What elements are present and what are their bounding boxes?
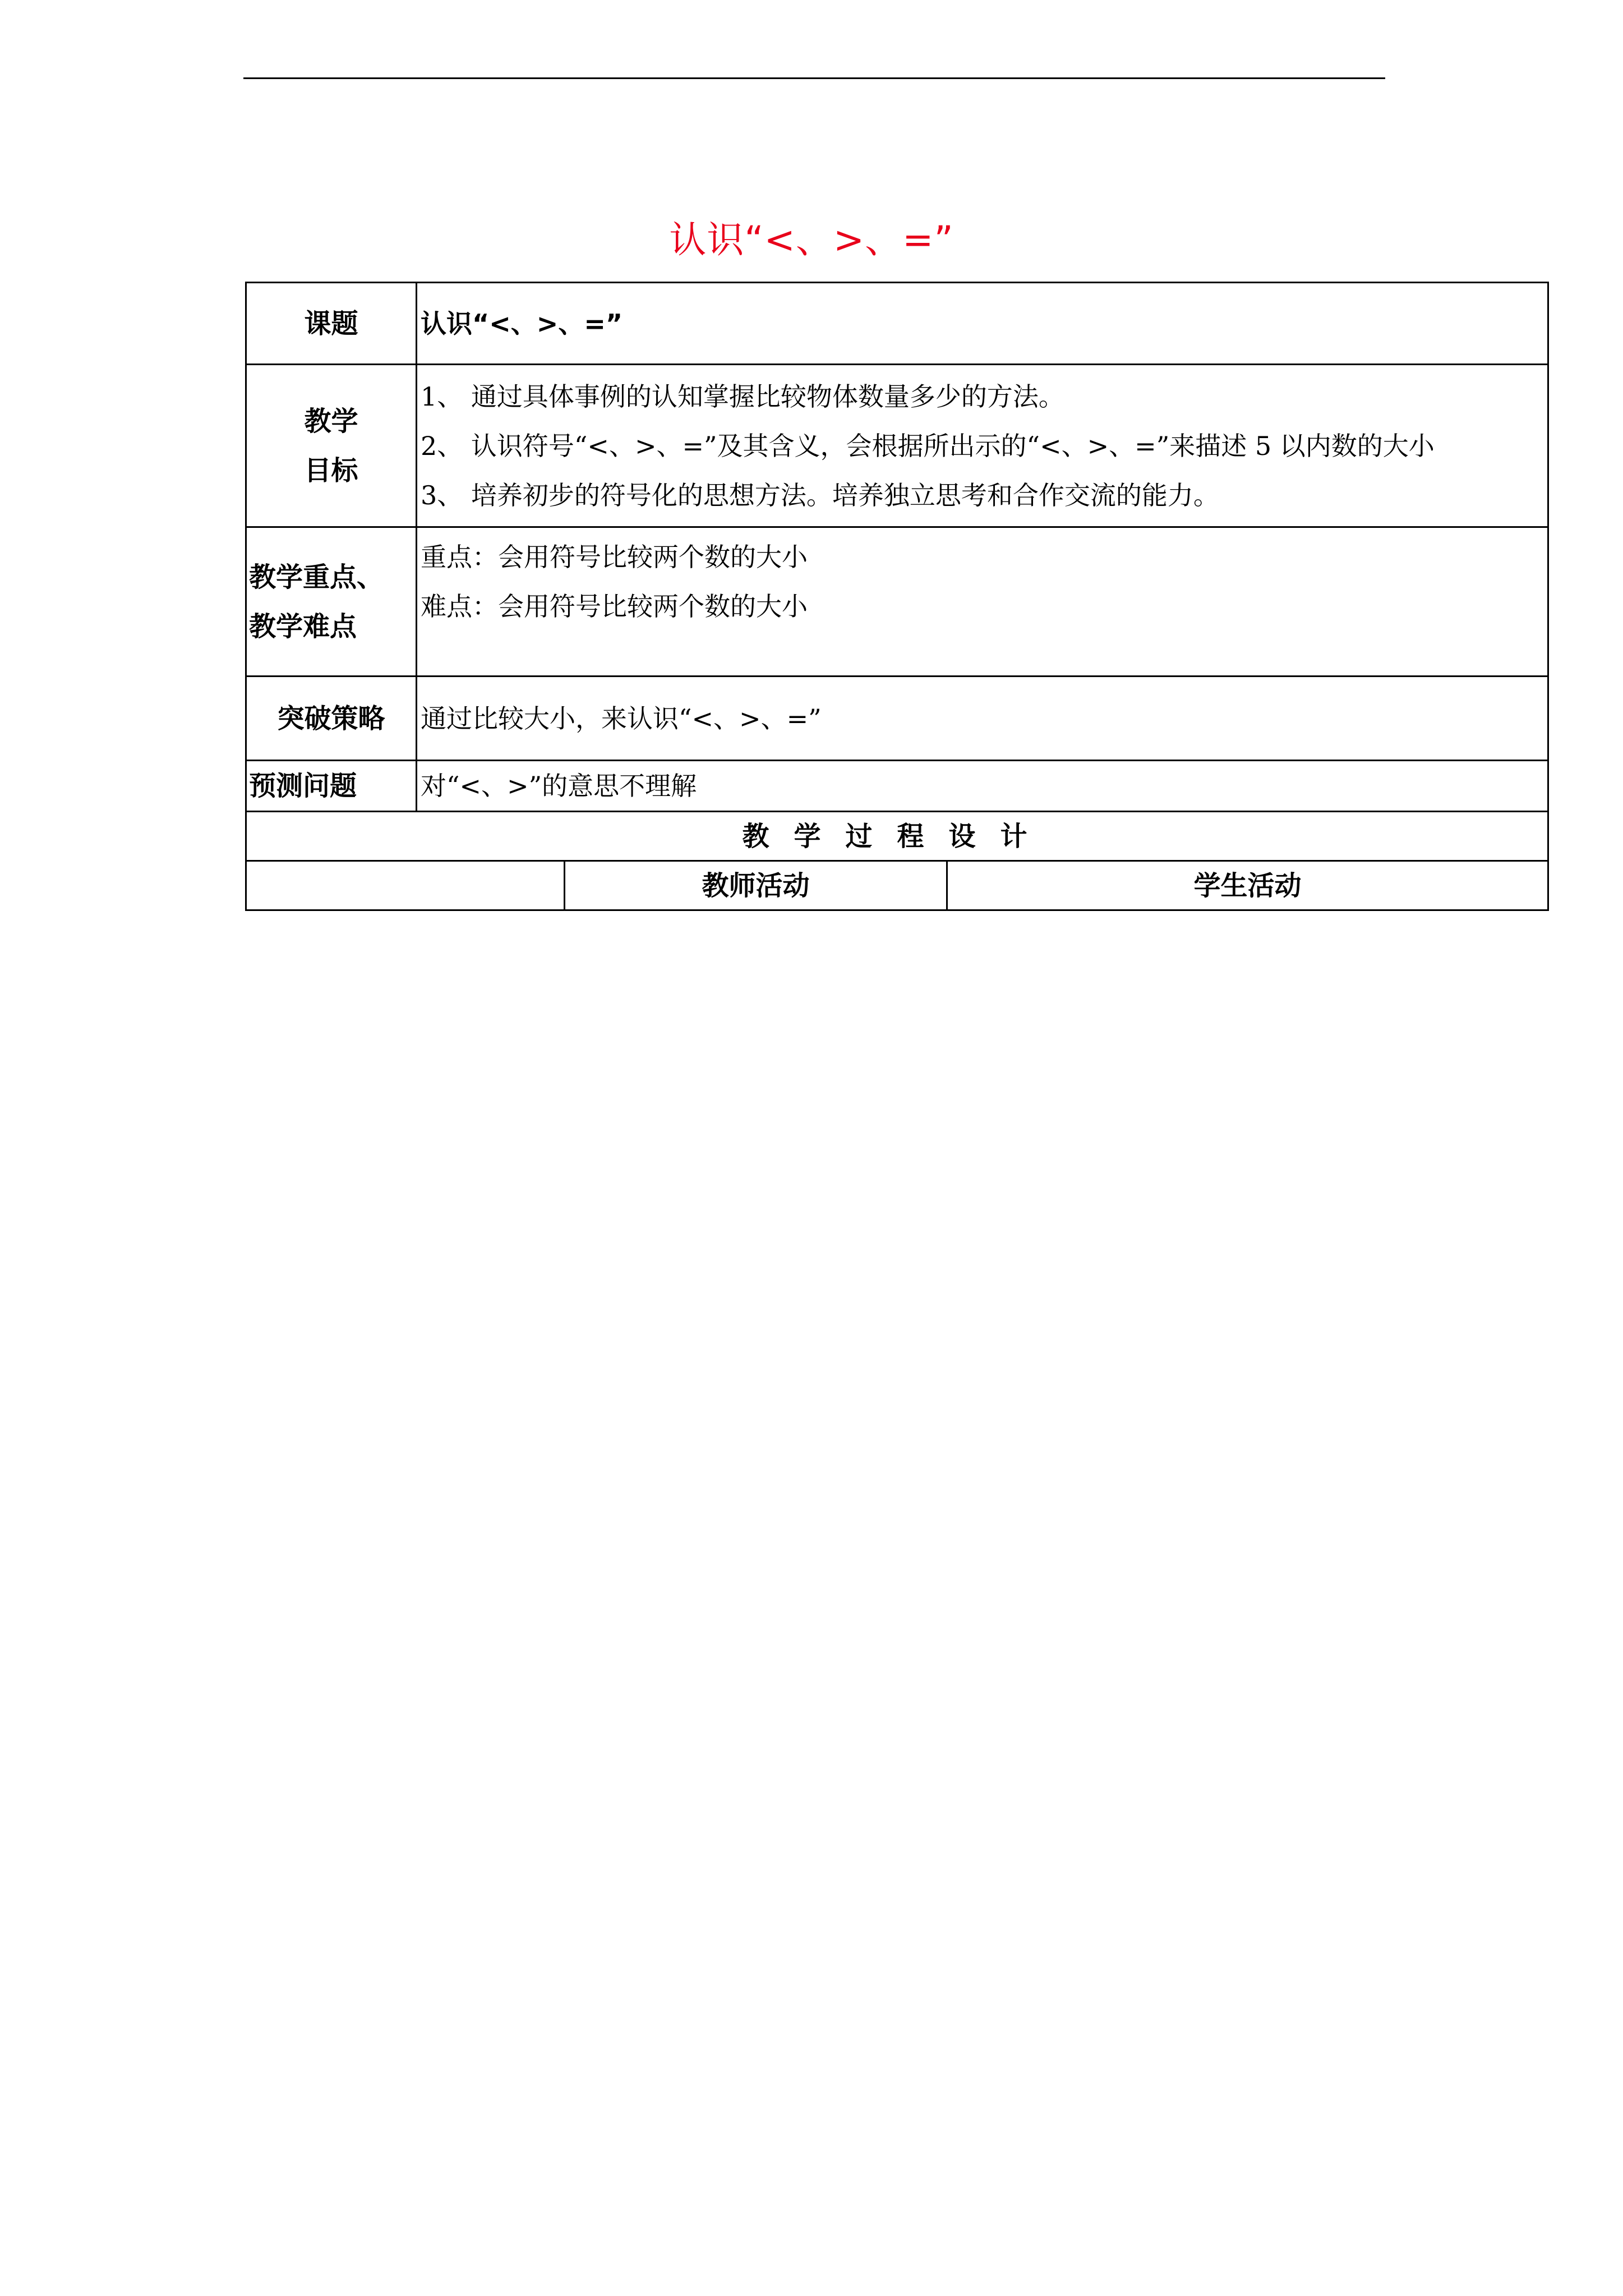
goals-label-line1: 教学 bbox=[304, 405, 358, 437]
topic-row bbox=[246, 283, 1548, 365]
student-activity-heading: 学生活动 bbox=[947, 861, 1548, 910]
header-rule bbox=[243, 77, 1385, 79]
goal-item: 2、 认识符号“<、>、=”及其含义，会根据所出示的“<、>、=”来描述 5 以内数的大小 bbox=[421, 430, 1435, 461]
process-heading-row bbox=[246, 812, 1548, 861]
strategy-row bbox=[246, 677, 1548, 761]
document-title: 认识“<、>、=” bbox=[669, 218, 954, 261]
key-points-label-line2: 教学难点 bbox=[249, 610, 357, 642]
process-columns-row bbox=[246, 861, 1548, 910]
key-points-list bbox=[417, 527, 1548, 677]
topic-label: 课题 bbox=[246, 283, 417, 365]
key-points-row bbox=[246, 527, 1548, 677]
goals-row bbox=[246, 365, 1548, 527]
process-blank-column bbox=[246, 861, 565, 910]
goals-label-line2: 目标 bbox=[304, 454, 358, 486]
topic-value: 认识“<、>、=” bbox=[417, 283, 1548, 365]
key-point-item: 重点：会用符号比较两个数的大小 bbox=[421, 542, 808, 572]
strategy-label: 突破策略 bbox=[246, 677, 417, 761]
goal-item: 1、 通过具体事例的认知掌握比较物体数量多少的方法。 bbox=[421, 381, 1064, 412]
difficult-point-item: 难点：会用符号比较两个数的大小 bbox=[421, 591, 808, 622]
teacher-activity-heading: 教师活动 bbox=[565, 861, 947, 910]
predicted-problems-row bbox=[246, 761, 1548, 812]
predicted-problems-label: 预测问题 bbox=[246, 761, 417, 812]
predicted-problems-value: 对“<、>”的意思不理解 bbox=[417, 761, 1548, 812]
goals-label bbox=[246, 365, 417, 527]
strategy-value: 通过比较大小，来认识“<、>、=” bbox=[417, 677, 1548, 761]
lesson-plan-table bbox=[245, 282, 1549, 911]
goals-list bbox=[417, 365, 1548, 527]
key-points-label-line1: 教学重点、 bbox=[249, 561, 384, 593]
process-heading: 教学过程设计 bbox=[246, 812, 1548, 861]
key-points-label bbox=[246, 527, 417, 677]
goal-item: 3、 培养初步的符号化的思想方法。培养独立思考和合作交流的能力。 bbox=[421, 480, 1219, 510]
